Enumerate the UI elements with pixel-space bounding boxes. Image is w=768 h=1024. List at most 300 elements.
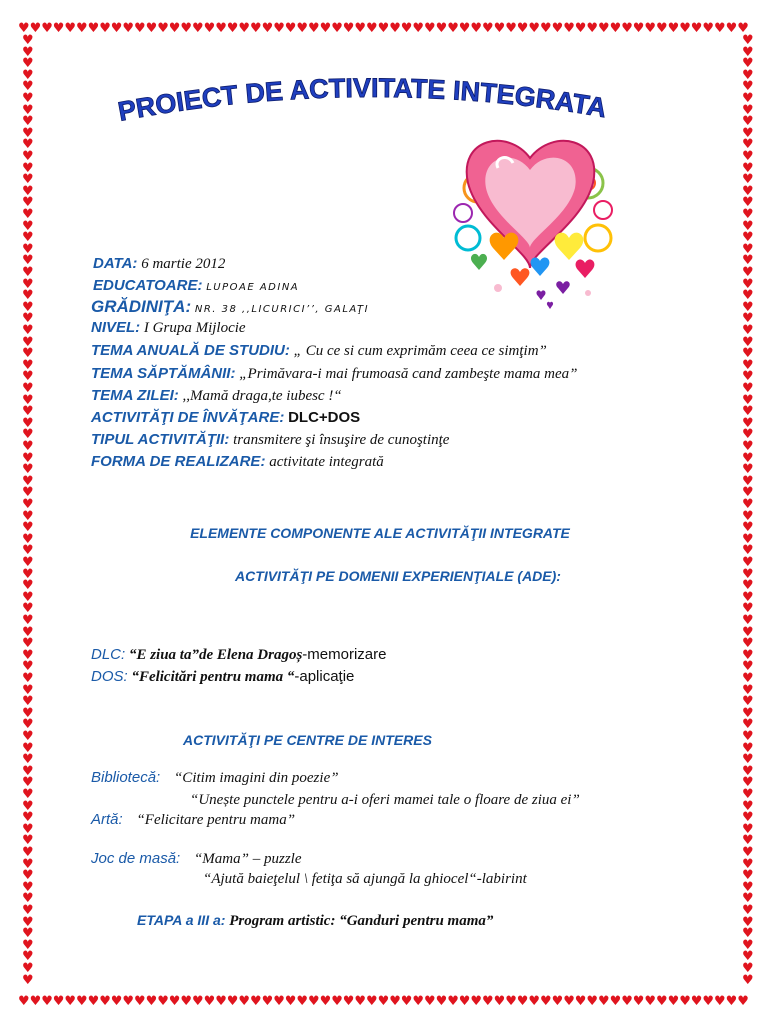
- border-heart-icon: ♥: [609, 21, 622, 36]
- border-heart-icon: ♥: [447, 994, 459, 1009]
- border-heart-icon: ♥: [122, 21, 135, 36]
- border-heart-icon: ♥: [470, 994, 483, 1009]
- border-heart-icon: ♥: [22, 79, 34, 95]
- border-heart-icon: ♥: [22, 125, 34, 141]
- border-heart-icon: ♥: [122, 994, 135, 1009]
- border-heart-icon: ♥: [656, 21, 668, 36]
- border-heart-icon: ♥: [296, 21, 309, 36]
- border-heart-icon: ♥: [742, 798, 754, 814]
- border-heart-icon: ♥: [22, 102, 34, 118]
- border-heart-icon: ♥: [22, 149, 34, 164]
- border-heart-icon: ♥: [742, 694, 754, 710]
- border-heart-icon: ♥: [742, 903, 754, 918]
- border-heart-icon: ♥: [742, 740, 754, 756]
- border-heart-icon: ♥: [644, 21, 657, 36]
- joc-line: [91, 850, 301, 868]
- border-heart-icon: ♥: [742, 230, 754, 246]
- tipul-line: [91, 431, 449, 449]
- activitati-line: [91, 409, 360, 427]
- border-heart-icon: ♥: [22, 404, 34, 420]
- border-heart-icon: ♥: [742, 392, 754, 408]
- border-heart-icon: ♥: [22, 299, 34, 315]
- border-heart-icon: ♥: [702, 21, 715, 36]
- border-heart-icon: ♥: [22, 601, 34, 617]
- border-heart-icon: ♥: [366, 21, 378, 36]
- gradinita-label: GRĂDINIŢA:: [91, 297, 192, 316]
- activitati-value: DLC+DOS: [288, 409, 361, 426]
- border-heart-icon: ♥: [22, 833, 34, 849]
- border-heart-icon: ♥: [22, 381, 34, 396]
- border-heart-icon: ♥: [22, 937, 34, 953]
- border-heart-icon: ♥: [22, 44, 34, 60]
- border-heart-icon: ♥: [22, 183, 34, 199]
- border-heart-icon: ♥: [319, 21, 332, 36]
- border-heart-icon: ♥: [742, 949, 754, 965]
- border-heart-icon: ♥: [400, 21, 413, 36]
- border-heart-icon: ♥: [22, 636, 34, 652]
- border-heart-icon: ♥: [742, 369, 754, 385]
- border-heart-icon: ♥: [435, 21, 448, 36]
- border-heart-icon: ♥: [742, 323, 754, 338]
- tema-anuala-value: „ Cu ce si cum exprimăm ceea ce simţim”: [293, 343, 547, 359]
- border-heart-icon: ♥: [22, 137, 34, 153]
- border-heart-icon: ♥: [742, 114, 754, 130]
- border-heart-icon: ♥: [742, 775, 754, 791]
- border-heart-icon: ♥: [22, 392, 34, 408]
- border-heart-icon: ♥: [22, 253, 34, 269]
- border-heart-icon: ♥: [22, 207, 34, 222]
- border-heart-icon: ♥: [742, 473, 754, 489]
- border-heart-icon: ♥: [157, 21, 169, 36]
- border-heart-icon: ♥: [742, 427, 754, 443]
- border-heart-icon: ♥: [742, 67, 754, 83]
- border-heart-icon: ♥: [22, 241, 34, 257]
- border-heart-icon: ♥: [145, 21, 158, 36]
- border-heart-icon: ♥: [742, 137, 754, 153]
- border-heart-icon: ♥: [22, 694, 34, 710]
- border-heart-icon: ♥: [87, 994, 100, 1009]
- border-heart-icon: ♥: [742, 357, 754, 373]
- tema-anuala-line: [91, 342, 547, 360]
- arta-value: “Felicitare pentru mama”: [136, 812, 296, 828]
- border-heart-icon: ♥: [714, 994, 726, 1009]
- border-heart-icon: ♥: [458, 994, 471, 1009]
- border-heart-icon: ♥: [22, 903, 34, 918]
- border-heart-icon: ♥: [22, 346, 34, 362]
- border-heart-icon: ♥: [742, 961, 754, 976]
- border-heart-icon: ♥: [145, 994, 158, 1009]
- joc-value-2: “Ajută baieţelul \ fetiţa să ajungă la ghiocel“-labirint: [203, 871, 527, 887]
- border-heart-icon: ♥: [22, 323, 34, 338]
- border-heart-icon: ♥: [331, 994, 343, 1009]
- tipul-value: transmitere şi însuşire de cunoştinţe: [233, 432, 450, 448]
- border-heart-icon: ♥: [551, 21, 564, 36]
- border-heart-icon: ♥: [261, 994, 274, 1009]
- border-heart-icon: ♥: [22, 230, 34, 246]
- border-heart-icon: ♥: [22, 462, 34, 478]
- border-heart-icon: ♥: [742, 334, 754, 350]
- border-heart-icon: ♥: [18, 994, 30, 1009]
- border-heart-icon: ♥: [22, 218, 34, 234]
- border-heart-icon: ♥: [22, 856, 34, 872]
- border-heart-icon: ♥: [742, 149, 754, 164]
- border-heart-icon: ♥: [742, 462, 754, 478]
- border-heart-icon: ♥: [656, 994, 668, 1009]
- border-heart-icon: ♥: [742, 207, 754, 222]
- border-heart-icon: ♥: [22, 67, 34, 83]
- border-heart-icon: ♥: [273, 994, 285, 1009]
- border-heart-icon: ♥: [742, 589, 754, 605]
- border-heart-icon: ♥: [679, 994, 691, 1009]
- section-elemente-heading: ELEMENTE COMPONENTE ALE ACTIVITĂŢII INTEGRATE: [190, 525, 570, 541]
- border-heart-icon: ♥: [22, 497, 34, 512]
- border-heart-icon: ♥: [742, 856, 754, 872]
- border-heart-icon: ♥: [540, 21, 552, 36]
- border-heart-icon: ♥: [540, 994, 552, 1009]
- border-heart-icon: ♥: [22, 868, 34, 884]
- tema-zilei-label: TEMA ZILEI:: [91, 387, 179, 404]
- border-heart-icon: ♥: [574, 994, 587, 1009]
- border-heart-icon: ♥: [742, 578, 754, 594]
- border-heart-icon: ♥: [667, 994, 680, 1009]
- activitati-label: ACTIVITĂŢI DE ÎNVĂŢARE:: [91, 409, 285, 426]
- border-heart-icon: ♥: [29, 21, 42, 36]
- border-heart-icon: ♥: [742, 102, 754, 118]
- border-heart-icon: ♥: [87, 21, 100, 36]
- border-heart-icon: ♥: [551, 994, 564, 1009]
- border-heart-icon: ♥: [742, 160, 754, 176]
- border-heart-icon: ♥: [516, 994, 529, 1009]
- border-heart-icon: ♥: [598, 994, 610, 1009]
- border-heart-icon: ♥: [22, 613, 34, 628]
- border-heart-icon: ♥: [458, 21, 471, 36]
- border-heart-icon: ♥: [742, 288, 754, 304]
- tema-saptamanii-line: [91, 365, 578, 383]
- educatoare-line: [93, 277, 299, 295]
- border-heart-icon: ♥: [29, 994, 42, 1009]
- forma-label: FORMA DE REALIZARE:: [91, 453, 266, 470]
- dos-value: “Felicitări pentru mama “: [131, 669, 295, 685]
- border-heart-icon: ♥: [134, 21, 146, 36]
- border-heart-icon: ♥: [742, 613, 754, 628]
- dos-suffix: -aplicaţie: [294, 668, 355, 685]
- border-heart-icon: ♥: [22, 415, 34, 431]
- border-heart-icon: ♥: [250, 994, 262, 1009]
- border-heart-icon: ♥: [22, 531, 34, 547]
- border-heart-icon: ♥: [22, 427, 34, 443]
- educatoare-value: LUPOAE ADINA: [206, 282, 300, 293]
- border-heart-icon: ♥: [493, 994, 506, 1009]
- border-heart-icon: ♥: [586, 994, 599, 1009]
- border-heart-icon: ♥: [22, 578, 34, 594]
- border-heart-icon: ♥: [389, 21, 401, 36]
- border-heart-icon: ♥: [354, 994, 367, 1009]
- border-heart-icon: ♥: [215, 21, 227, 36]
- border-heart-icon: ♥: [609, 994, 622, 1009]
- border-heart-icon: ♥: [742, 566, 754, 582]
- etapa-value: Program artistic: “Ganduri pentru mama”: [229, 913, 494, 929]
- border-heart-icon: ♥: [215, 994, 227, 1009]
- border-heart-icon: ♥: [22, 740, 34, 756]
- border-heart-icon: ♥: [22, 717, 34, 733]
- border-heart-icon: ♥: [742, 926, 754, 942]
- border-heart-icon: ♥: [470, 21, 483, 36]
- border-heart-icon: ♥: [110, 994, 123, 1009]
- border-heart-icon: ♥: [714, 21, 726, 36]
- border-heart-icon: ♥: [563, 994, 575, 1009]
- border-heart-icon: ♥: [377, 994, 390, 1009]
- border-heart-icon: ♥: [273, 21, 285, 36]
- nivel-label: NIVEL:: [91, 319, 141, 336]
- border-heart-icon: ♥: [226, 994, 239, 1009]
- border-heart-icon: ♥: [742, 520, 754, 536]
- border-heart-icon: ♥: [22, 473, 34, 489]
- border-heart-icon: ♥: [742, 729, 754, 744]
- border-heart-icon: ♥: [598, 21, 610, 36]
- arta-line: [91, 811, 295, 829]
- border-heart-icon: ♥: [742, 439, 754, 454]
- border-heart-icon: ♥: [22, 810, 34, 826]
- border-heart-icon: ♥: [742, 636, 754, 652]
- dlc-label: DLC:: [91, 646, 126, 663]
- border-heart-icon: ♥: [22, 972, 34, 988]
- border-heart-icon: ♥: [192, 994, 204, 1009]
- gradinita-value: NR. 38 ,,LICURICI’’, GALAŢI: [194, 304, 370, 315]
- border-heart-icon: ♥: [22, 729, 34, 744]
- gradinita-line: [91, 297, 369, 317]
- border-heart-icon: ♥: [331, 21, 343, 36]
- tema-zilei-line: [91, 387, 342, 405]
- dos-line: [91, 668, 354, 686]
- border-heart-icon: ♥: [22, 160, 34, 176]
- border-heart-icon: ♥: [528, 994, 541, 1009]
- border-heart-icon: ♥: [742, 810, 754, 826]
- tema-saptamanii-label: TEMA SĂPTĂMÂNII:: [91, 365, 236, 382]
- border-heart-icon: ♥: [22, 357, 34, 373]
- border-heart-icon: ♥: [22, 450, 34, 466]
- border-heart-icon: ♥: [424, 21, 436, 36]
- border-heart-icon: ♥: [203, 994, 216, 1009]
- border-heart-icon: ♥: [284, 994, 297, 1009]
- section-ade-heading: ACTIVITĂŢI PE DOMENII EXPERIENŢIALE (ADE):: [235, 568, 561, 584]
- nivel-value: I Grupa Mijlocie: [143, 320, 246, 336]
- border-heart-icon: ♥: [22, 508, 34, 524]
- border-heart-icon: ♥: [742, 79, 754, 95]
- border-heart-icon: ♥: [366, 994, 378, 1009]
- border-heart-icon: ♥: [742, 241, 754, 257]
- border-heart-icon: ♥: [742, 195, 754, 211]
- tema-saptamanii-value: „Primăvara-i mai frumoasă cand zambeşte mama mea”: [239, 366, 578, 382]
- border-heart-icon: ♥: [261, 21, 274, 36]
- border-heart-icon: ♥: [742, 91, 754, 106]
- dlc-line: [91, 646, 386, 664]
- border-heart-icon: ♥: [180, 994, 193, 1009]
- border-heart-icon: ♥: [238, 21, 251, 36]
- arta-label: Artă:: [91, 811, 123, 828]
- page-title: PROIECT DE ACTIVITATE INTEGRATA: [115, 72, 609, 127]
- border-heart-icon: ♥: [690, 21, 703, 36]
- border-heart-icon: ♥: [412, 994, 425, 1009]
- border-heart-icon: ♥: [52, 994, 65, 1009]
- border-heart-icon: ♥: [134, 994, 146, 1009]
- border-heart-icon: ♥: [22, 555, 34, 570]
- etapa-label: ETAPA a III a:: [137, 912, 226, 928]
- border-heart-icon: ♥: [742, 868, 754, 884]
- border-heart-icon: ♥: [505, 21, 517, 36]
- border-heart-icon: ♥: [742, 763, 754, 779]
- border-heart-icon: ♥: [516, 21, 529, 36]
- border-heart-icon: ♥: [296, 994, 309, 1009]
- border-heart-icon: ♥: [22, 543, 34, 559]
- border-heart-icon: ♥: [342, 21, 355, 36]
- joc-label: Joc de masă:: [91, 850, 181, 867]
- border-heart-icon: ♥: [22, 311, 34, 327]
- border-heart-icon: ♥: [342, 994, 355, 1009]
- border-heart-icon: ♥: [22, 439, 34, 454]
- border-heart-icon: ♥: [742, 659, 754, 675]
- dos-label: DOS:: [91, 668, 128, 685]
- border-heart-icon: ♥: [493, 21, 506, 36]
- border-heart-icon: ♥: [22, 56, 34, 72]
- border-heart-icon: ♥: [742, 172, 754, 188]
- biblioteca-value-2: “Unește punctele pentru a-i oferi mamei tale o floare de ziua ei”: [190, 792, 580, 808]
- border-heart-icon: ♥: [22, 589, 34, 605]
- border-heart-icon: ♥: [76, 21, 88, 36]
- dlc-value: “E ziua ta”de Elena Dragoș: [128, 647, 303, 663]
- forma-line: [91, 453, 384, 471]
- border-heart-icon: ♥: [742, 265, 754, 280]
- border-heart-icon: ♥: [742, 218, 754, 234]
- border-heart-icon: ♥: [22, 821, 34, 837]
- border-heart-icon: ♥: [742, 497, 754, 512]
- border-heart-icon: ♥: [22, 647, 34, 663]
- border-heart-icon: ♥: [424, 994, 436, 1009]
- border-heart-icon: ♥: [742, 415, 754, 431]
- border-heart-icon: ♥: [99, 21, 111, 36]
- biblioteca-line: [91, 769, 339, 787]
- border-heart-icon: ♥: [737, 21, 749, 36]
- border-heart-icon: ♥: [22, 845, 34, 860]
- border-heart-icon: ♥: [742, 937, 754, 953]
- border-heart-icon: ♥: [22, 276, 34, 292]
- border-heart-icon: ♥: [632, 21, 645, 36]
- border-heart-icon: ♥: [742, 543, 754, 559]
- border-heart-icon: ♥: [742, 787, 754, 802]
- border-heart-icon: ♥: [725, 994, 738, 1009]
- border-heart-icon: ♥: [22, 288, 34, 304]
- border-heart-icon: ♥: [742, 33, 754, 48]
- border-heart-icon: ♥: [22, 763, 34, 779]
- border-heart-icon: ♥: [22, 961, 34, 976]
- border-heart-icon: ♥: [22, 682, 34, 698]
- border-heart-icon: ♥: [742, 821, 754, 837]
- border-heart-icon: ♥: [377, 21, 390, 36]
- border-heart-icon: ♥: [64, 21, 77, 36]
- biblioteca-label: Bibliotecă:: [91, 769, 161, 786]
- border-heart-icon: ♥: [505, 994, 517, 1009]
- tipul-label: TIPUL ACTIVITĂŢII:: [91, 431, 230, 448]
- border-heart-icon: ♥: [22, 485, 34, 501]
- border-heart-icon: ♥: [742, 671, 754, 686]
- border-heart-icon: ♥: [238, 994, 251, 1009]
- border-heart-icon: ♥: [482, 21, 494, 36]
- border-heart-icon: ♥: [742, 531, 754, 547]
- border-heart-icon: ♥: [621, 21, 633, 36]
- border-heart-icon: ♥: [574, 21, 587, 36]
- border-heart-icon: ♥: [528, 21, 541, 36]
- border-heart-icon: ♥: [22, 775, 34, 791]
- joc-value-1: “Mama” – puzzle: [193, 851, 302, 867]
- border-heart-icon: ♥: [563, 21, 575, 36]
- border-heart-icon: ♥: [22, 334, 34, 350]
- border-heart-icon: ♥: [22, 265, 34, 280]
- border-heart-icon: ♥: [22, 705, 34, 721]
- border-heart-icon: ♥: [41, 994, 53, 1009]
- border-heart-icon: ♥: [22, 659, 34, 675]
- tema-anuala-label: TEMA ANUALĂ DE STUDIU:: [91, 342, 290, 359]
- border-heart-icon: ♥: [742, 972, 754, 988]
- border-heart-icon: ♥: [319, 994, 332, 1009]
- border-heart-icon: ♥: [742, 56, 754, 72]
- border-heart-icon: ♥: [354, 21, 367, 36]
- border-heart-icon: ♥: [22, 195, 34, 211]
- border-heart-icon: ♥: [308, 21, 320, 36]
- border-heart-icon: ♥: [308, 994, 320, 1009]
- data-line: [93, 255, 225, 273]
- border-heart-icon: ♥: [22, 879, 34, 895]
- border-heart-icon: ♥: [192, 21, 204, 36]
- biblioteca-value-1: “Citim imagini din poezie”: [173, 770, 339, 786]
- border-heart-icon: ♥: [22, 369, 34, 385]
- border-heart-icon: ♥: [742, 404, 754, 420]
- border-heart-icon: ♥: [742, 311, 754, 327]
- border-heart-icon: ♥: [742, 253, 754, 269]
- border-heart-icon: ♥: [157, 994, 169, 1009]
- border-heart-icon: ♥: [742, 833, 754, 849]
- border-heart-icon: ♥: [742, 601, 754, 617]
- border-heart-icon: ♥: [226, 21, 239, 36]
- border-heart-icon: ♥: [435, 994, 448, 1009]
- border-heart-icon: ♥: [22, 624, 34, 640]
- border-heart-icon: ♥: [742, 752, 754, 768]
- border-heart-icon: ♥: [168, 994, 181, 1009]
- border-heart-icon: ♥: [412, 21, 425, 36]
- border-heart-icon: ♥: [667, 21, 680, 36]
- joc-line-2: [203, 871, 527, 888]
- border-heart-icon: ♥: [110, 21, 123, 36]
- border-heart-icon: ♥: [447, 21, 459, 36]
- border-heart-icon: ♥: [742, 346, 754, 362]
- educatoare-label: EDUCATOARE:: [93, 277, 203, 294]
- border-heart-icon: ♥: [400, 994, 413, 1009]
- border-heart-icon: ♥: [22, 752, 34, 768]
- section-centre-heading: ACTIVITĂŢI PE CENTRE DE INTERES: [183, 732, 432, 748]
- border-heart-icon: ♥: [621, 994, 633, 1009]
- border-heart-icon: ♥: [702, 994, 715, 1009]
- border-heart-icon: ♥: [586, 21, 599, 36]
- border-heart-icon: ♥: [742, 845, 754, 860]
- data-value: 6 martie 2012: [141, 256, 226, 272]
- border-heart-icon: ♥: [742, 879, 754, 895]
- border-heart-icon: ♥: [22, 891, 34, 907]
- border-heart-icon: ♥: [22, 787, 34, 802]
- border-heart-icon: ♥: [742, 183, 754, 199]
- border-heart-icon: ♥: [22, 671, 34, 686]
- border-heart-icon: ♥: [742, 485, 754, 501]
- hearts-illustration: [438, 128, 623, 313]
- border-heart-icon: ♥: [742, 299, 754, 315]
- data-label: DATA:: [93, 255, 138, 272]
